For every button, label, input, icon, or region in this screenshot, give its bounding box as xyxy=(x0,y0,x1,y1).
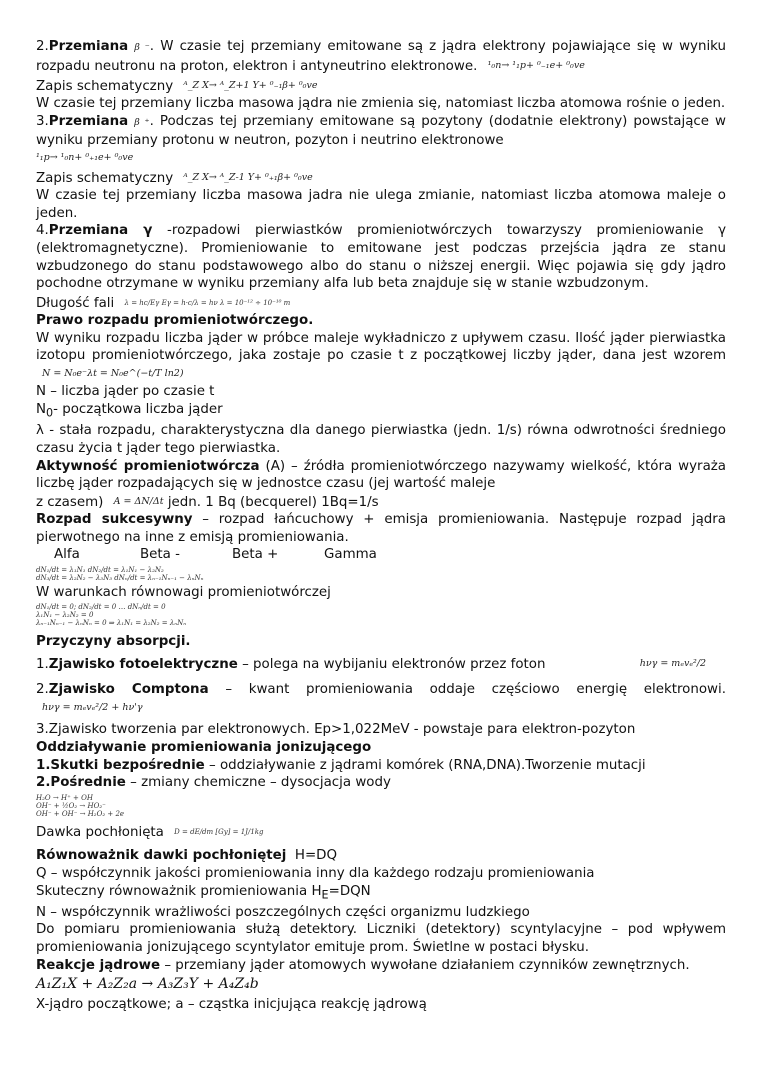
decay-type-beta-minus: Beta - xyxy=(140,547,180,563)
beta-plus-schema: Zapis schematyczny ᴬ_Z X→ ᴬ_Z-1 Y+ ⁰₊₁β+ ⁰₀ve xyxy=(36,170,313,186)
reaction-definition: X-jądro początkowe; a – cząstka inicjująca reakcję jądrową xyxy=(36,996,427,1012)
sensitivity-factor: N – współczynnik wrażliwości poszczególnych części organizmu ludzkiego xyxy=(36,904,530,920)
activity-title: Aktywność promieniotwórcza xyxy=(36,458,260,474)
beta-minus-paragraph: 2.Przemiana β ⁻. W czasie tej przemiany emitowane są z jądra elektrony pojawiające się w wyniku rozpadu neutronu na proton, elektron i antyneutrino elektronowe. ¹₀n→ ¹₁p+ ⁰₋₁e+ ⁰₀ve xyxy=(36,39,726,74)
decay-law-heading: Prawo rozpadu promieniotwórczego. xyxy=(36,313,314,329)
beta-plus-formula: ¹₁p→ ¹₀n+ ⁰₊₁e+ ⁰₀ve xyxy=(36,152,134,164)
photoelectric-line: 1.Zjawisko fotoelektryczne – polega na wybijaniu elektronów przez foton hνγ = mₑvₑ²/2 xyxy=(36,656,707,672)
gamma-paragraph: 4.Przemiana γ -rozpadowi pierwiastków promieniotwórczych towarzyszy promieniowanie γ (elektromagnetyczne). Promieniowanie to emitowane jest podczas przejścia jądra ze stanu wzbudzonego do stanu podstawowego albo do stanu o niższej energii. Więc pojawia się gdy jądro pochodne otrzymane w wyniku przemiany alfa lub beta znajduje się w stanie wzbudzonym. xyxy=(36,223,726,292)
equilibrium-text: W warunkach równowagi promieniotwórczej xyxy=(36,584,331,600)
decay-types-row xyxy=(36,546,726,564)
beta-plus-title: Przemiana xyxy=(48,113,129,129)
beta-minus-symbol: β ⁻ xyxy=(134,42,150,53)
activity-paragraph: Aktywność promieniotwórcza (A) – źródła promieniotwórczego nazywamy wielkość, która wyraża liczbę jąder rozpadających się w jednostce czasu (jej wartość maleje xyxy=(36,458,727,492)
beta-plus-schema-formula: ᴬ_Z X→ ᴬ_Z-1 Y+ ⁰₊₁β+ ⁰₀ve xyxy=(183,171,313,183)
gamma-title: Przemiana γ xyxy=(48,223,153,239)
pair-production: 3.Zjawisko tworzenia par elektronowych. Ep>1,022MeV - powstaje para elektron-pozyton xyxy=(36,722,636,738)
beta-minus-formula: ¹₀n→ ¹₁p+ ⁰₋₁e+ ⁰₀ve xyxy=(487,59,585,71)
beta-plus-symbol: β ⁺ xyxy=(134,116,150,128)
activity-formula: A = ΔN/Δt xyxy=(113,495,164,507)
effective-equivalent: Skuteczny równoważnik promieniowania $H_E=DQN$ xyxy=(36,883,371,902)
water-dissociation: H₂O → H⁺ + OH OH⁻ + ½O₂ → HO₂⁻ OH⁻ + OH⁻ → H₂O₂ + 2e xyxy=(36,793,125,818)
successive-equations: dN₁/dt = λ₁N₁ dN₂/dt = λ₁N₁ − λ₂N₂ dN₃/dt = λ₂N₂ − λ₃N₃ dNₙ/dt = λₙ₋₁Nₙ₋₁ − λₙNₙ xyxy=(36,565,204,582)
interaction-heading: Oddziaływanie promieniowania jonizującego xyxy=(36,740,372,756)
absorption-heading: Przyczyny absorpcji. xyxy=(36,634,191,650)
compton-line: 2.Zjawisko Comptona – kwant promieniowania oddaje częściowo energię elektronowi. hνγ = mₑvₑ²/2 + hν'γ xyxy=(36,681,726,717)
wavelength-formula: λ = hc/Eγ Eγ = h·c/λ = hν λ = 10⁻¹² ÷ 10⁻¹⁰ m xyxy=(124,298,291,307)
beta-minus-schema-formula: ᴬ_Z X→ ᴬ_Z+1 Y+ ⁰₋₁β+ ⁰₀ve xyxy=(183,79,318,91)
detectors-text: Do pomiaru promieniowania służą detektory. Liczniki (detektory) scyntylacyjne – pod wpływem promieniowania jonizującego scyntylator emituje prom. Świetlne w postaci błysku. xyxy=(36,922,726,956)
decay-type-gamma: Gamma xyxy=(324,547,377,563)
absorbed-dose-line: Dawka pochłonięta D = dE/dm [Gy] = 1J/1kg xyxy=(36,824,264,840)
reactions-paragraph: Reakcje jądrowe – przemiany jąder atomowych wywołane działaniem czynników zewnętrznych. xyxy=(36,957,690,973)
beta-minus-title: Przemiana xyxy=(48,39,129,54)
decay-type-alfa: Alfa xyxy=(54,547,80,563)
document-page xyxy=(36,38,726,1013)
reactions-title: Reakcje jądrowe xyxy=(36,957,161,973)
decay-type-beta-plus: Beta + xyxy=(232,547,279,563)
beta-plus-conclusion: W czasie tej przemiany liczba masowa jadra nie ulega zmianie, natomiast liczba atomowa maleje o jeden. xyxy=(36,188,726,221)
wavelength-line: Długość fali λ = hc/Eγ Eγ = h·c/λ = hν λ = 10⁻¹² ÷ 10⁻¹⁰ m xyxy=(36,295,291,311)
compton-formula: hνγ = mₑvₑ²/2 + hν'γ xyxy=(42,702,143,714)
direct-effects: 1.Skutki bezpośrednie – oddziaływanie z jądrami komórek (RNA,DNA).Tworzenie mutacji xyxy=(36,757,646,773)
equilibrium-equations: dN₁/dt = 0; dN₂/dt = 0 … dNₙ/dt = 0 λ₁N₁ − λ₂N₂ = 0 λₙ₋₁Nₙ₋₁ − λₙNₙ = 0 ⇒ λ₁N₁ = λ₂N₂ = λₙNₙ xyxy=(36,603,187,628)
activity-formula-line: z czasem) A = ΔN/Δt jedn. 1 Bq (becquerel) 1Bq=1/s xyxy=(36,494,379,510)
def-n: N – liczba jąder po czasie t xyxy=(36,384,215,400)
compton-title: Zjawisko Comptona xyxy=(48,682,209,698)
def-n0: $N_0-$ początkowa liczba jąder xyxy=(36,402,223,420)
photoelectric-title: Zjawisko fotoelektryczne xyxy=(48,656,238,672)
indirect-effects: 2.Pośrednie – zmiany chemiczne – dysocjacja wody xyxy=(36,775,391,791)
beta-plus-paragraph: 3.Przemiana β ⁺. Podczas tej przemiany emitowane są pozytony (dodatnie elektrony) powstające w wyniku przemiany protonu w neutron, pozyton i neutrino elektronowe xyxy=(36,113,726,148)
decay-law-text: W wyniku rozpadu liczba jąder w próbce maleje wykładniczo z upływem czasu. Ilość jąder pierwiastka izotopu promieniotwórczego, jaka zostaje po czasie t z początkowej liczby jąder, dana jest wzorem N = N₀e⁻λt = N₀e^(−t/T ln2) xyxy=(36,330,726,384)
equivalent-dose-line: Równoważnik dawki pochłoniętej H=DQ xyxy=(36,848,338,864)
beta-minus-schema: Zapis schematyczny ᴬ_Z X→ ᴬ_Z+1 Y+ ⁰₋₁β+ ⁰₀ve xyxy=(36,78,318,94)
def-lambda: λ - stała rozpadu, charakterystyczna dla danego pierwiastka (jedn. 1/s) równa odwrotności średniego czasu życia t jąder tego pierwiastka. xyxy=(36,423,726,456)
reaction-formula: A₁Z₁X + A₂Z₂a → A₃Z₃Y + A₄Z₄b xyxy=(36,976,259,993)
successive-title: Rozpad sukcesywny xyxy=(36,512,193,528)
beta-minus-conclusion: W czasie tej przemiany liczba masowa jądra nie zmienia się, natomiast liczba atomowa rośnie o jeden. xyxy=(36,96,726,112)
quality-factor: Q – współczynnik jakości promieniowania inny dla każdego rodzaju promieniowania xyxy=(36,866,595,881)
photoelectric-formula: hνγ = mₑvₑ²/2 xyxy=(639,658,707,670)
absorbed-dose-formula: D = dE/dm [Gy] = 1J/1kg xyxy=(174,827,264,836)
equivalent-dose-title: Równoważnik dawki pochłoniętej xyxy=(36,848,287,864)
decay-law-formula: N = N₀e⁻λt = N₀e^(−t/T ln2) xyxy=(42,368,184,380)
successive-paragraph: Rozpad sukcesywny – rozpad łańcuchowy + emisja promieniowania. Następuje rozpad jądra pierwotnego na inne z emisją promieniowania. xyxy=(36,512,726,545)
